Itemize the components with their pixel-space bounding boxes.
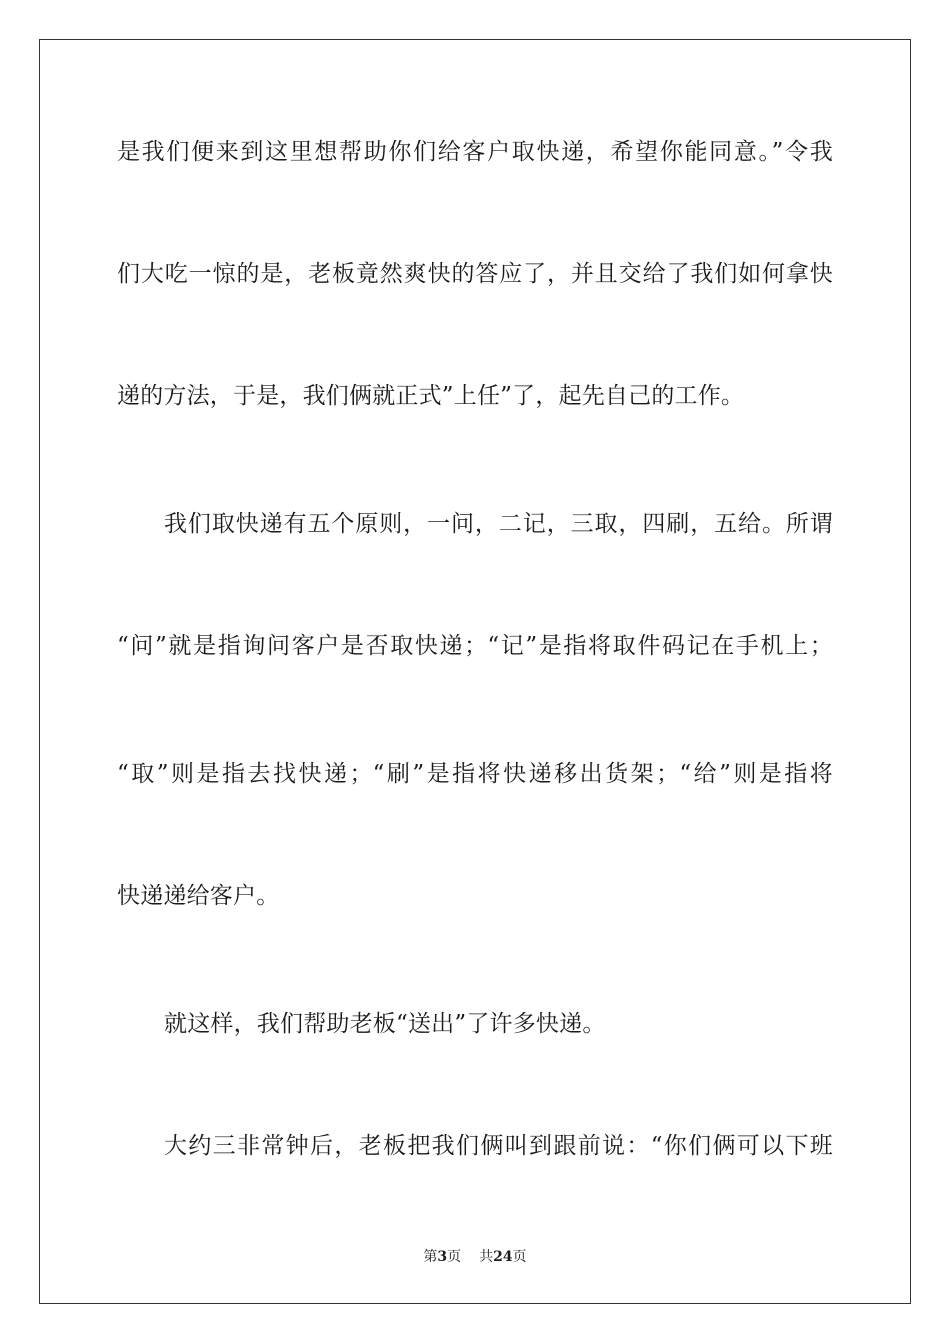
body-line-5: “问”就是指询问客户是否取快递；“记”是指将取件码记在手机上；	[117, 633, 833, 659]
body-line-6: “取”则是指去找快递；“刷”是指将快递移出货架；“给”则是指将	[117, 761, 833, 787]
page-border	[39, 39, 911, 1304]
page-suffix: 页	[447, 1249, 462, 1265]
total-pages: 24	[493, 1249, 513, 1265]
page-number: 3	[437, 1249, 448, 1265]
body-line-9: 大约三非常钟后，老板把我们俩叫到跟前说：“你们俩可以下班	[164, 1133, 833, 1159]
total-suffix: 页	[512, 1249, 527, 1265]
body-line-3: 递的方法，于是，我们俩就正式”上任”了，起先自己的工作。	[117, 383, 745, 409]
body-line-2: 们大吃一惊的是，老板竟然爽快的答应了，并且交给了我们如何拿快	[117, 261, 833, 287]
body-line-4: 我们取快递有五个原则，一问，二记，三取，四刷，五给。所谓	[164, 511, 833, 537]
body-line-1: 是我们便来到这里想帮助你们给客户取快递，希望你能同意。”令我	[117, 139, 833, 165]
page-footer	[0, 1248, 950, 1266]
body-line-8: 就这样，我们帮助老板“送出”了许多快递。	[164, 1011, 606, 1037]
page-prefix: 第	[423, 1249, 438, 1265]
body-line-7: 快递递给客户。	[117, 883, 280, 909]
total-prefix: 共	[479, 1249, 494, 1265]
